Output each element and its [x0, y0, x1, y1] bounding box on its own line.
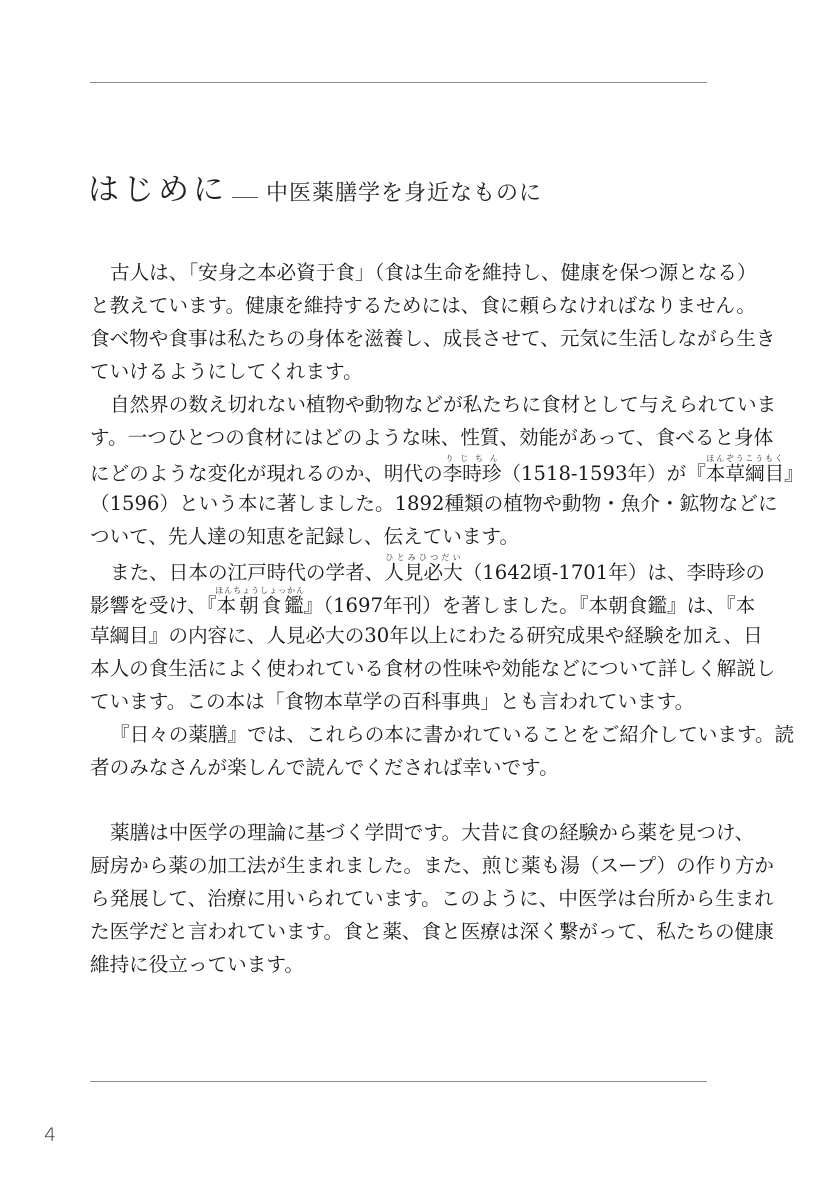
text-fragment: にどのような変化が現れるのか、明代の	[90, 462, 443, 485]
text-line: ついて、先人達の知恵を記録し、伝えています。	[90, 525, 520, 548]
text-line: ていけるようにしてくれます。	[90, 360, 363, 383]
text-line: と教えています。健康を維持するためには、食に頼らなければなりません。	[90, 294, 756, 317]
text-line-with-ruby	[90, 586, 756, 619]
page-title	[88, 164, 542, 209]
text-line: 自然界の数え切れない植物や動物などが私たちに食材として与えられていま	[110, 393, 777, 416]
text-fragment: 』（1697年刊）を著しました。『本朝食鑑』は、『本	[303, 594, 756, 617]
title-main: はじめに	[88, 172, 228, 208]
ruby-reading: ほんぞうこうもく	[705, 454, 785, 463]
text-line-with-ruby	[90, 553, 765, 586]
text-line: 『日々の薬膳』では、これらの本に書かれていることをご紹介しています。読	[110, 723, 795, 746]
ruby-base: 本草綱目	[705, 462, 785, 485]
title-subtitle: 中医薬膳学を身近なものに	[266, 181, 543, 206]
text-line: す。一つひとつの食材にはどのような味、性質、効能があって、食べると身体	[90, 426, 774, 449]
text-line: 草綱目』の内容に、人見必大の30年以上にわたる研究成果や経験を加え、日	[90, 624, 763, 647]
text-line: 者のみなさんが楽しんで読んでくだされば幸いです。	[90, 756, 559, 779]
ruby-hitomi-hitsudai	[384, 553, 463, 584]
ruby-base: 李時珍	[442, 462, 502, 485]
text-line: （1596）という本に著しました。1892種類の植物や動物・魚介・鉱物などに	[90, 492, 778, 515]
page-number: 4	[44, 1124, 57, 1146]
text-line: 厨房から薬の加工法が生まれました。また、煎じ薬も湯（スープ）の作り方か	[90, 854, 775, 877]
text-line-with-ruby	[90, 454, 804, 487]
text-line: 維持に役立っています。	[90, 953, 304, 976]
text-line: ら発展して、治療に用いられています。このように、中医学は台所から生まれ	[90, 887, 774, 910]
yakuzen-section	[90, 816, 775, 981]
text-fragment: 影響を受け、『	[90, 594, 217, 617]
text-fragment: 』	[784, 462, 804, 485]
text-line: 古人は、「安身之本必資于食」（食は生命を維持し、健康を保つ源となる）	[110, 261, 757, 284]
ruby-reading: りじちん	[442, 454, 502, 463]
text-line: 食べ物や食事は私たちの身体を滋養し、成長させて、元気に生活しながら生き	[90, 327, 776, 350]
text-fragment: また、日本の江戸時代の学者、	[110, 561, 385, 584]
bottom-rule	[90, 1081, 707, 1082]
intro-section	[90, 256, 804, 784]
ruby-base: 本朝食鑑	[215, 594, 306, 617]
em-dash	[232, 197, 258, 198]
ruby-base: 人見必大	[384, 561, 463, 584]
top-rule	[90, 82, 707, 83]
text-fragment: （1518-1593年）が『	[501, 462, 706, 485]
ruby-li-shizhen	[442, 454, 502, 485]
ruby-reading: ひとみひつだい	[384, 553, 463, 562]
ruby-honzou-koumoku	[705, 454, 785, 485]
ruby-reading: ほんちょうしょっかん	[215, 586, 306, 595]
text-line: ています。この本は「食物本草学の百科事典」とも言われています。	[90, 690, 695, 713]
text-fragment: （1642頃-1701年）は、李時珍の	[462, 561, 765, 584]
ruby-honchou-shokkan	[215, 586, 306, 617]
text-line: 薬膳は中医学の理論に基づく学問です。大昔に食の経験から薬を見つけ、	[110, 821, 755, 844]
text-line: た医学だと言われています。食と薬、食と医療は深く繋がって、私たちの健康	[90, 920, 774, 943]
text-line: 本人の食生活によく使われている食材の性味や効能などについて詳しく解説し	[90, 657, 776, 680]
